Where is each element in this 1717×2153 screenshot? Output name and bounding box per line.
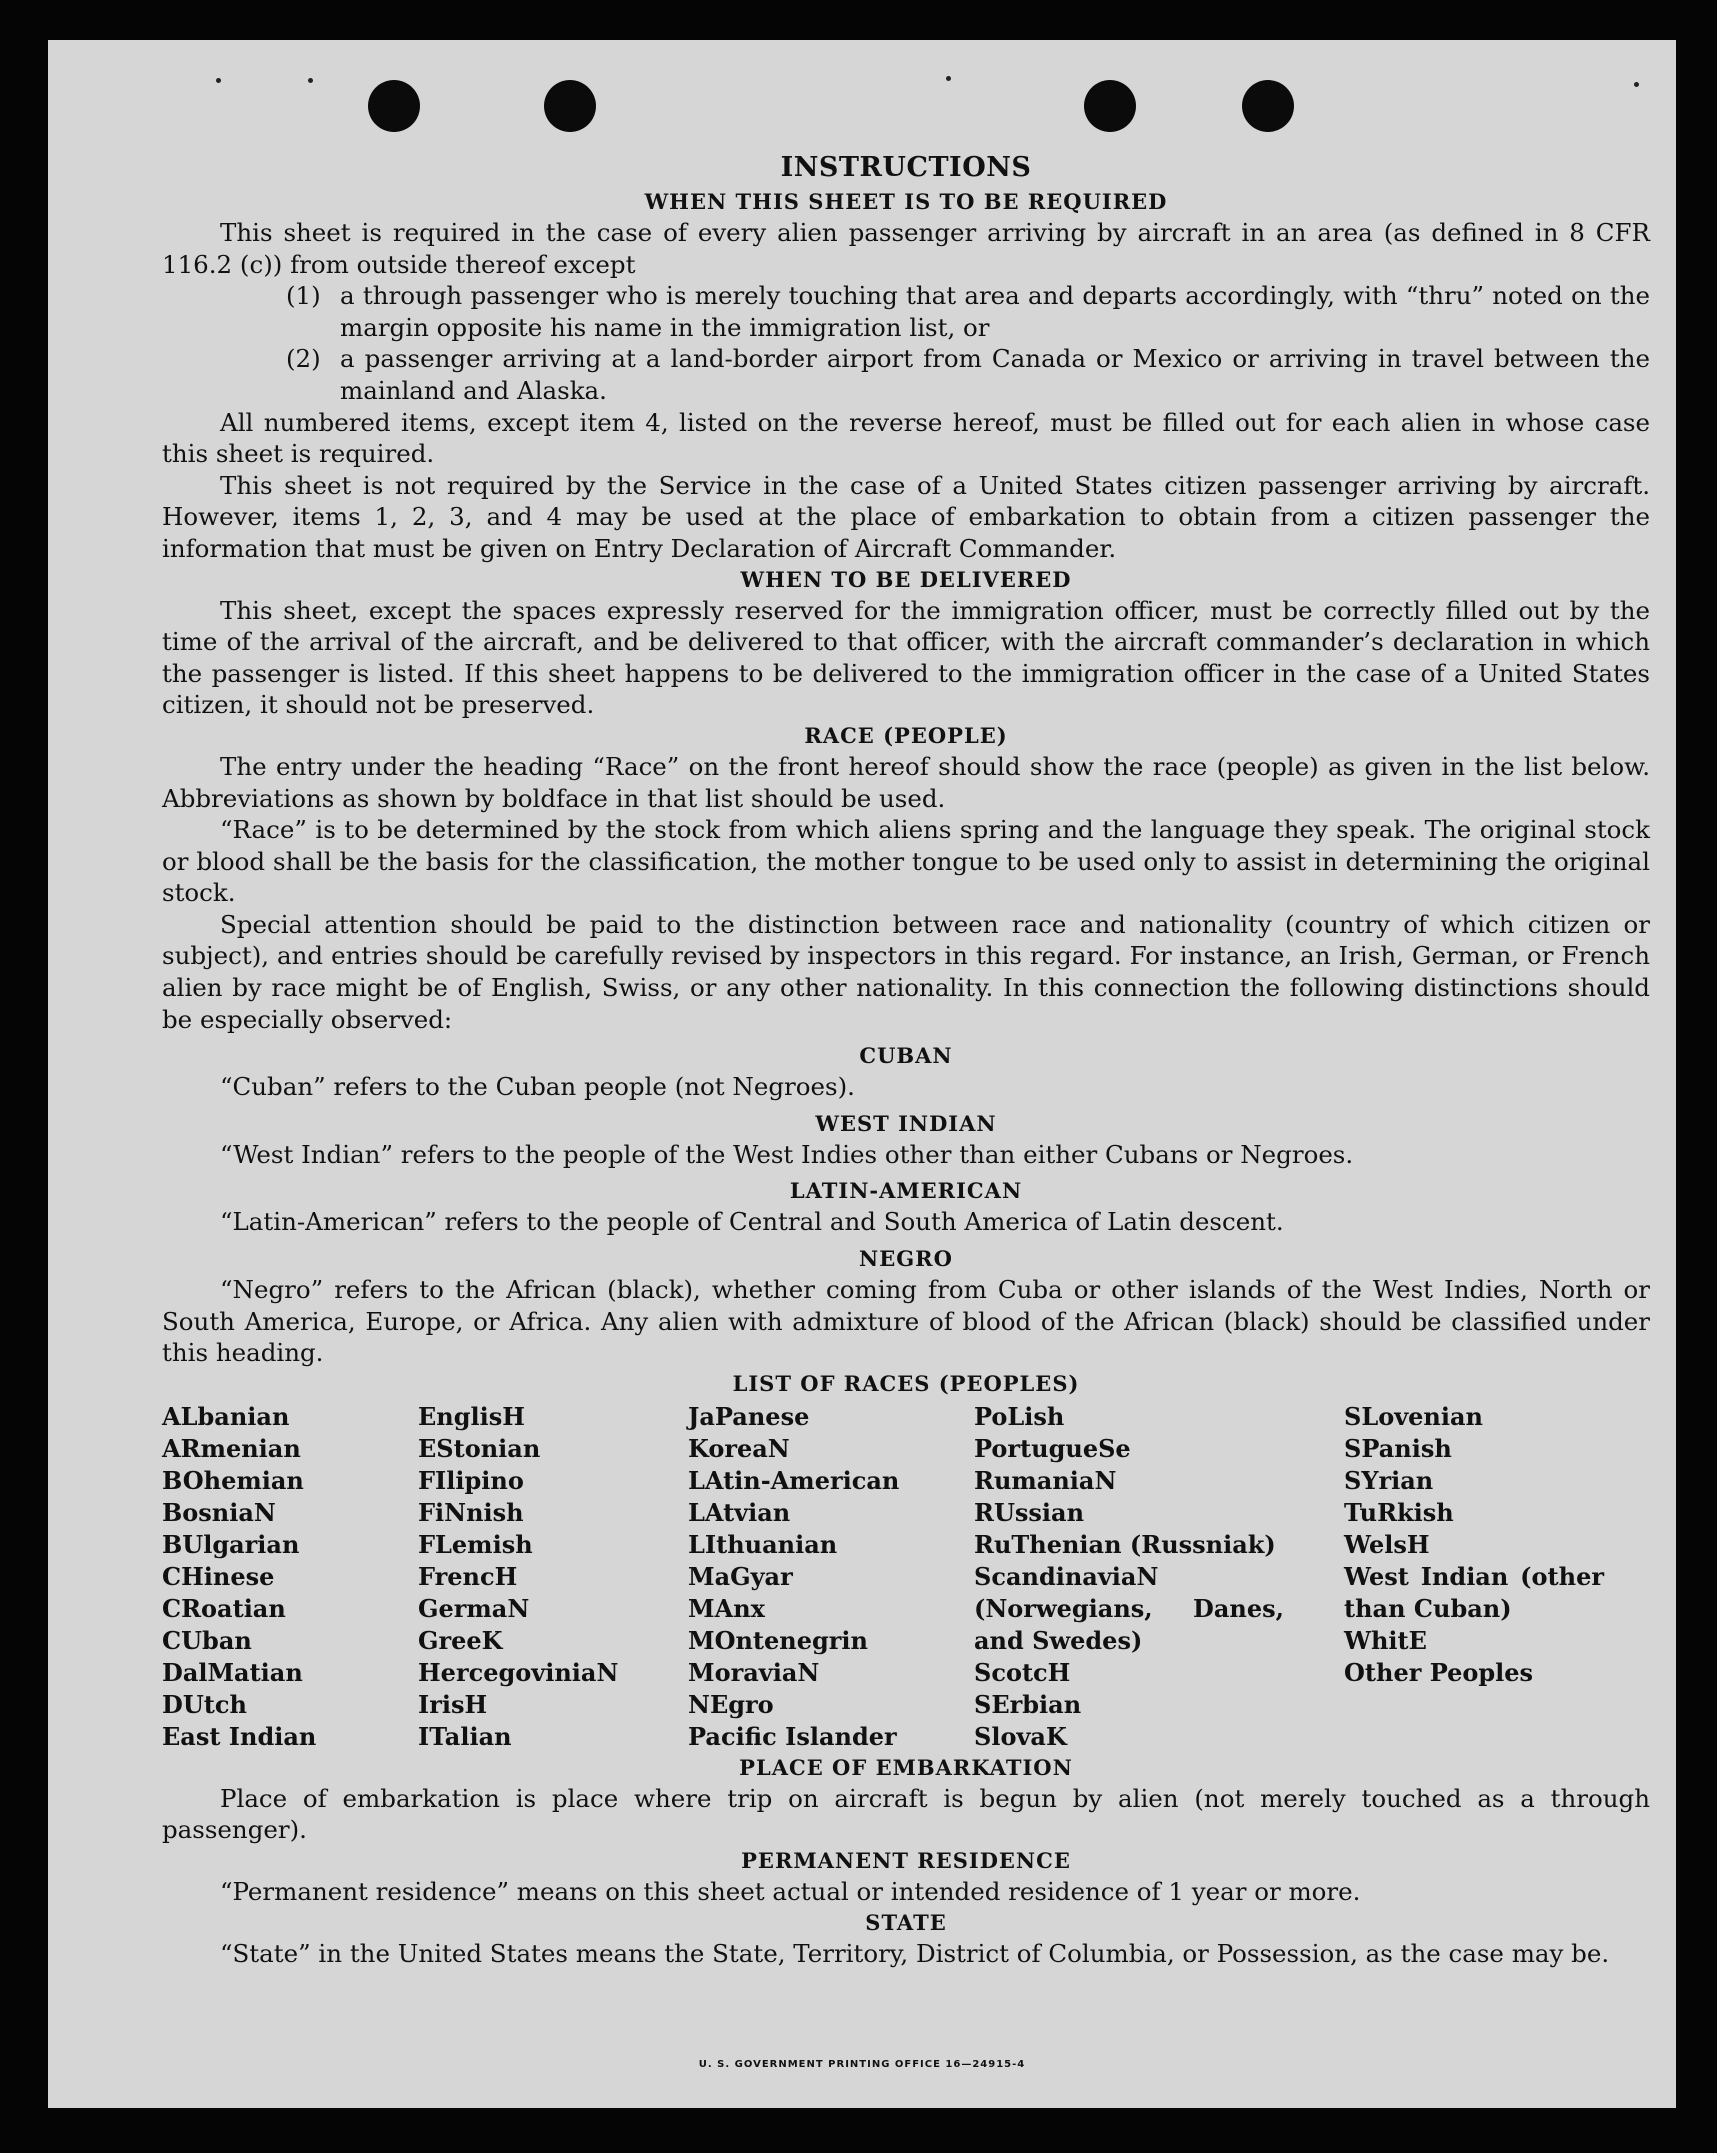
race-entry: CUban	[162, 1625, 252, 1655]
race-entry: KoreaN	[688, 1433, 790, 1463]
race-entry: Pacific Islander	[688, 1721, 897, 1751]
race-entry: GermaN	[418, 1593, 530, 1623]
race-entry: MAnx	[688, 1593, 765, 1623]
race-column	[162, 1401, 418, 1753]
race-entry: SErbian	[974, 1689, 1082, 1719]
speck	[308, 78, 313, 83]
item-number: (2)	[286, 344, 321, 374]
race-column	[974, 1401, 1344, 1753]
race-entry: FLemish	[418, 1529, 533, 1559]
race-entry: BOhemian	[162, 1465, 304, 1495]
race-column	[1344, 1401, 1604, 1753]
race-entry: WhitE	[1344, 1625, 1427, 1655]
speck	[946, 76, 951, 81]
race-entry: SLovenian	[1344, 1401, 1483, 1431]
race-entry: NEgro	[688, 1689, 774, 1719]
race-entry: SPanish	[1344, 1433, 1452, 1463]
paragraph: “Permanent residence” means on this sheet actual or intended residence of 1 year or more.	[220, 1877, 1361, 1906]
race-entry: IrisH	[418, 1689, 488, 1719]
race-entry: SYrian	[1344, 1465, 1434, 1495]
race-list	[162, 1401, 1650, 1753]
race-entry: FiNnish	[418, 1497, 524, 1527]
race-entry: BosniaN	[162, 1497, 276, 1527]
race-entry: ARmenian	[162, 1433, 301, 1463]
race-entry: ScandinaviaN (Norwegians, Danes, and Swedes)	[974, 1561, 1284, 1655]
race-entry: LAtvian	[688, 1497, 791, 1527]
punch-hole	[1084, 80, 1136, 132]
race-entry: SlovaK	[974, 1721, 1067, 1751]
race-entry: RumaniaN	[974, 1465, 1117, 1495]
list-item	[162, 280, 1650, 343]
punch-hole	[1242, 80, 1294, 132]
punch-hole	[368, 80, 420, 132]
section-heading: WHEN THIS SHEET IS TO BE REQUIRED	[644, 189, 1168, 214]
paragraph: Place of embarkation is place where trip on aircraft is begun by alien (not merely touched as a through passenger).	[162, 1783, 1650, 1845]
paragraph: This sheet is not required by the Service in the case of a United States citizen passenger arriving by aircraft. However, items 1, 2, 3, and 4 may be used at the place of embarkation to obtain from a citizen passenger the information that must be given on Entry Declaration of Aircraft Commander.	[162, 470, 1650, 563]
list-item	[162, 343, 1650, 406]
race-entry: East Indian	[162, 1721, 317, 1751]
race-entry: RUssian	[974, 1497, 1085, 1527]
paragraph: “State” in the United States means the State, Territory, District of Columbia, or Possession, as the case may be.	[220, 1938, 1610, 1968]
race-entry: West Indian (other than Cuban)	[1344, 1561, 1604, 1623]
race-column	[418, 1401, 688, 1753]
race-entry: MoraviaN	[688, 1657, 820, 1687]
section-heading: WEST INDIAN	[815, 1110, 997, 1136]
race-entry: Other Peoples	[1344, 1657, 1534, 1687]
race-entry: ITalian	[418, 1721, 512, 1751]
race-entry: WelsH	[1344, 1529, 1430, 1559]
race-entry: FIlipino	[418, 1465, 524, 1495]
paragraph: All numbered items, except item 4, listed on the reverse hereof, must be filled out for each alien in whose case this sheet is required.	[162, 407, 1650, 469]
paragraph: The entry under the heading “Race” on the front hereof should show the race (people) as given in the list below. Abbreviations as shown by boldface in that list should be used.	[162, 751, 1650, 813]
race-entry: ALbanian	[162, 1401, 290, 1431]
race-entry: PortugueSe	[974, 1433, 1131, 1463]
section-heading: RACE (PEOPLE)	[804, 722, 1008, 748]
race-entry: FrencH	[418, 1561, 518, 1591]
speck	[1634, 82, 1639, 87]
race-entry: JaPanese	[688, 1401, 810, 1431]
race-column	[688, 1401, 974, 1753]
race-entry: DalMatian	[162, 1657, 303, 1687]
item-text: a passenger arriving at a land-border airport from Canada or Mexico or arriving in travel between the mainland and Alaska.	[340, 344, 1650, 405]
race-entry: MOntenegrin	[688, 1625, 868, 1655]
race-entry: MaGyar	[688, 1561, 793, 1591]
printer-imprint: U. S. GOVERNMENT PRINTING OFFICE 16—24915-4	[698, 2059, 1026, 2070]
punch-hole	[544, 80, 596, 132]
section-heading: PERMANENT RESIDENCE	[741, 1848, 1071, 1873]
race-entry: ScotcH	[974, 1657, 1071, 1687]
race-entry: DUtch	[162, 1689, 247, 1719]
race-entry: LAtin-American	[688, 1465, 900, 1495]
section-heading: WHEN TO BE DELIVERED	[740, 566, 1072, 592]
section-heading: LIST OF RACES (PEOPLES)	[732, 1370, 1080, 1396]
race-entry: LIthuanian	[688, 1529, 838, 1559]
document-page	[48, 40, 1676, 2108]
section-heading: NEGRO	[859, 1246, 953, 1272]
race-entry: PoLish	[974, 1401, 1065, 1431]
paragraph: This sheet, except the spaces expressly reserved for the immigration officer, must be correctly filled out by the time of the arrival of the aircraft, and be delivered to that officer, with the aircraft commander’s declaration in which the passenger is listed. If this sheet happens to be delivered to the immigration officer in the case of a United States citizen, it should not be preserved.	[162, 595, 1650, 720]
page-title: INSTRUCTIONS	[780, 152, 1032, 183]
item-text: a through passenger who is merely touching that area and departs accordingly, with “thru” noted on the margin opposite his name in the immigration list, or	[340, 281, 1650, 342]
race-entry: TuRkish	[1344, 1497, 1454, 1527]
section-heading: PLACE OF EMBARKATION	[739, 1754, 1073, 1780]
race-entry: EStonian	[418, 1433, 541, 1463]
paragraph: “Race” is to be determined by the stock from which aliens spring and the language they speak. The original stock or blood shall be the basis for the classification, the mother tongue to be used only to assist in determining the original stock.	[162, 815, 1650, 908]
paragraph: “Negro” refers to the African (black), whether coming from Cuba or other islands of the West Indies, North or South America, Europe, or Africa. Any alien with admixture of blood of the African (black) should be classified under this heading.	[162, 1275, 1650, 1368]
race-entry: HercegoviniaN	[418, 1657, 619, 1687]
paragraph: “West Indian” refers to the people of the West Indies other than either Cubans or Negroes.	[220, 1139, 1354, 1169]
race-entry: CRoatian	[162, 1593, 286, 1623]
race-entry: BUlgarian	[162, 1529, 300, 1559]
paragraph: This sheet is required in the case of every alien passenger arriving by aircraft in an area (as defined in 8 CFR 116.2 (c)) from outside thereof except	[162, 218, 1650, 279]
speck	[216, 78, 221, 83]
section-heading: STATE	[865, 1909, 947, 1935]
race-entry: RuThenian (Russniak)	[974, 1529, 1276, 1559]
race-entry: EnglisH	[418, 1401, 525, 1431]
race-entry: CHinese	[162, 1561, 275, 1591]
paragraph: “Cuban” refers to the Cuban people (not Negroes).	[220, 1072, 855, 1102]
paragraph: “Latin-American” refers to the people of Central and South America of Latin descent.	[220, 1207, 1284, 1237]
paragraph: Special attention should be paid to the distinction between race and nationality (country of which citizen or subject), and entries should be carefully revised by inspectors in this regard. For instance, an Irish, German, or French alien by race might be of English, Swiss, or any other nationality. In this connection the following distinctions should be especially observed:	[162, 909, 1650, 1034]
race-entry: GreeK	[418, 1625, 503, 1655]
instructions-body	[162, 151, 1650, 1969]
item-number: (1)	[286, 281, 321, 311]
section-heading: LATIN-AMERICAN	[789, 1178, 1023, 1204]
section-heading: CUBAN	[859, 1043, 953, 1069]
